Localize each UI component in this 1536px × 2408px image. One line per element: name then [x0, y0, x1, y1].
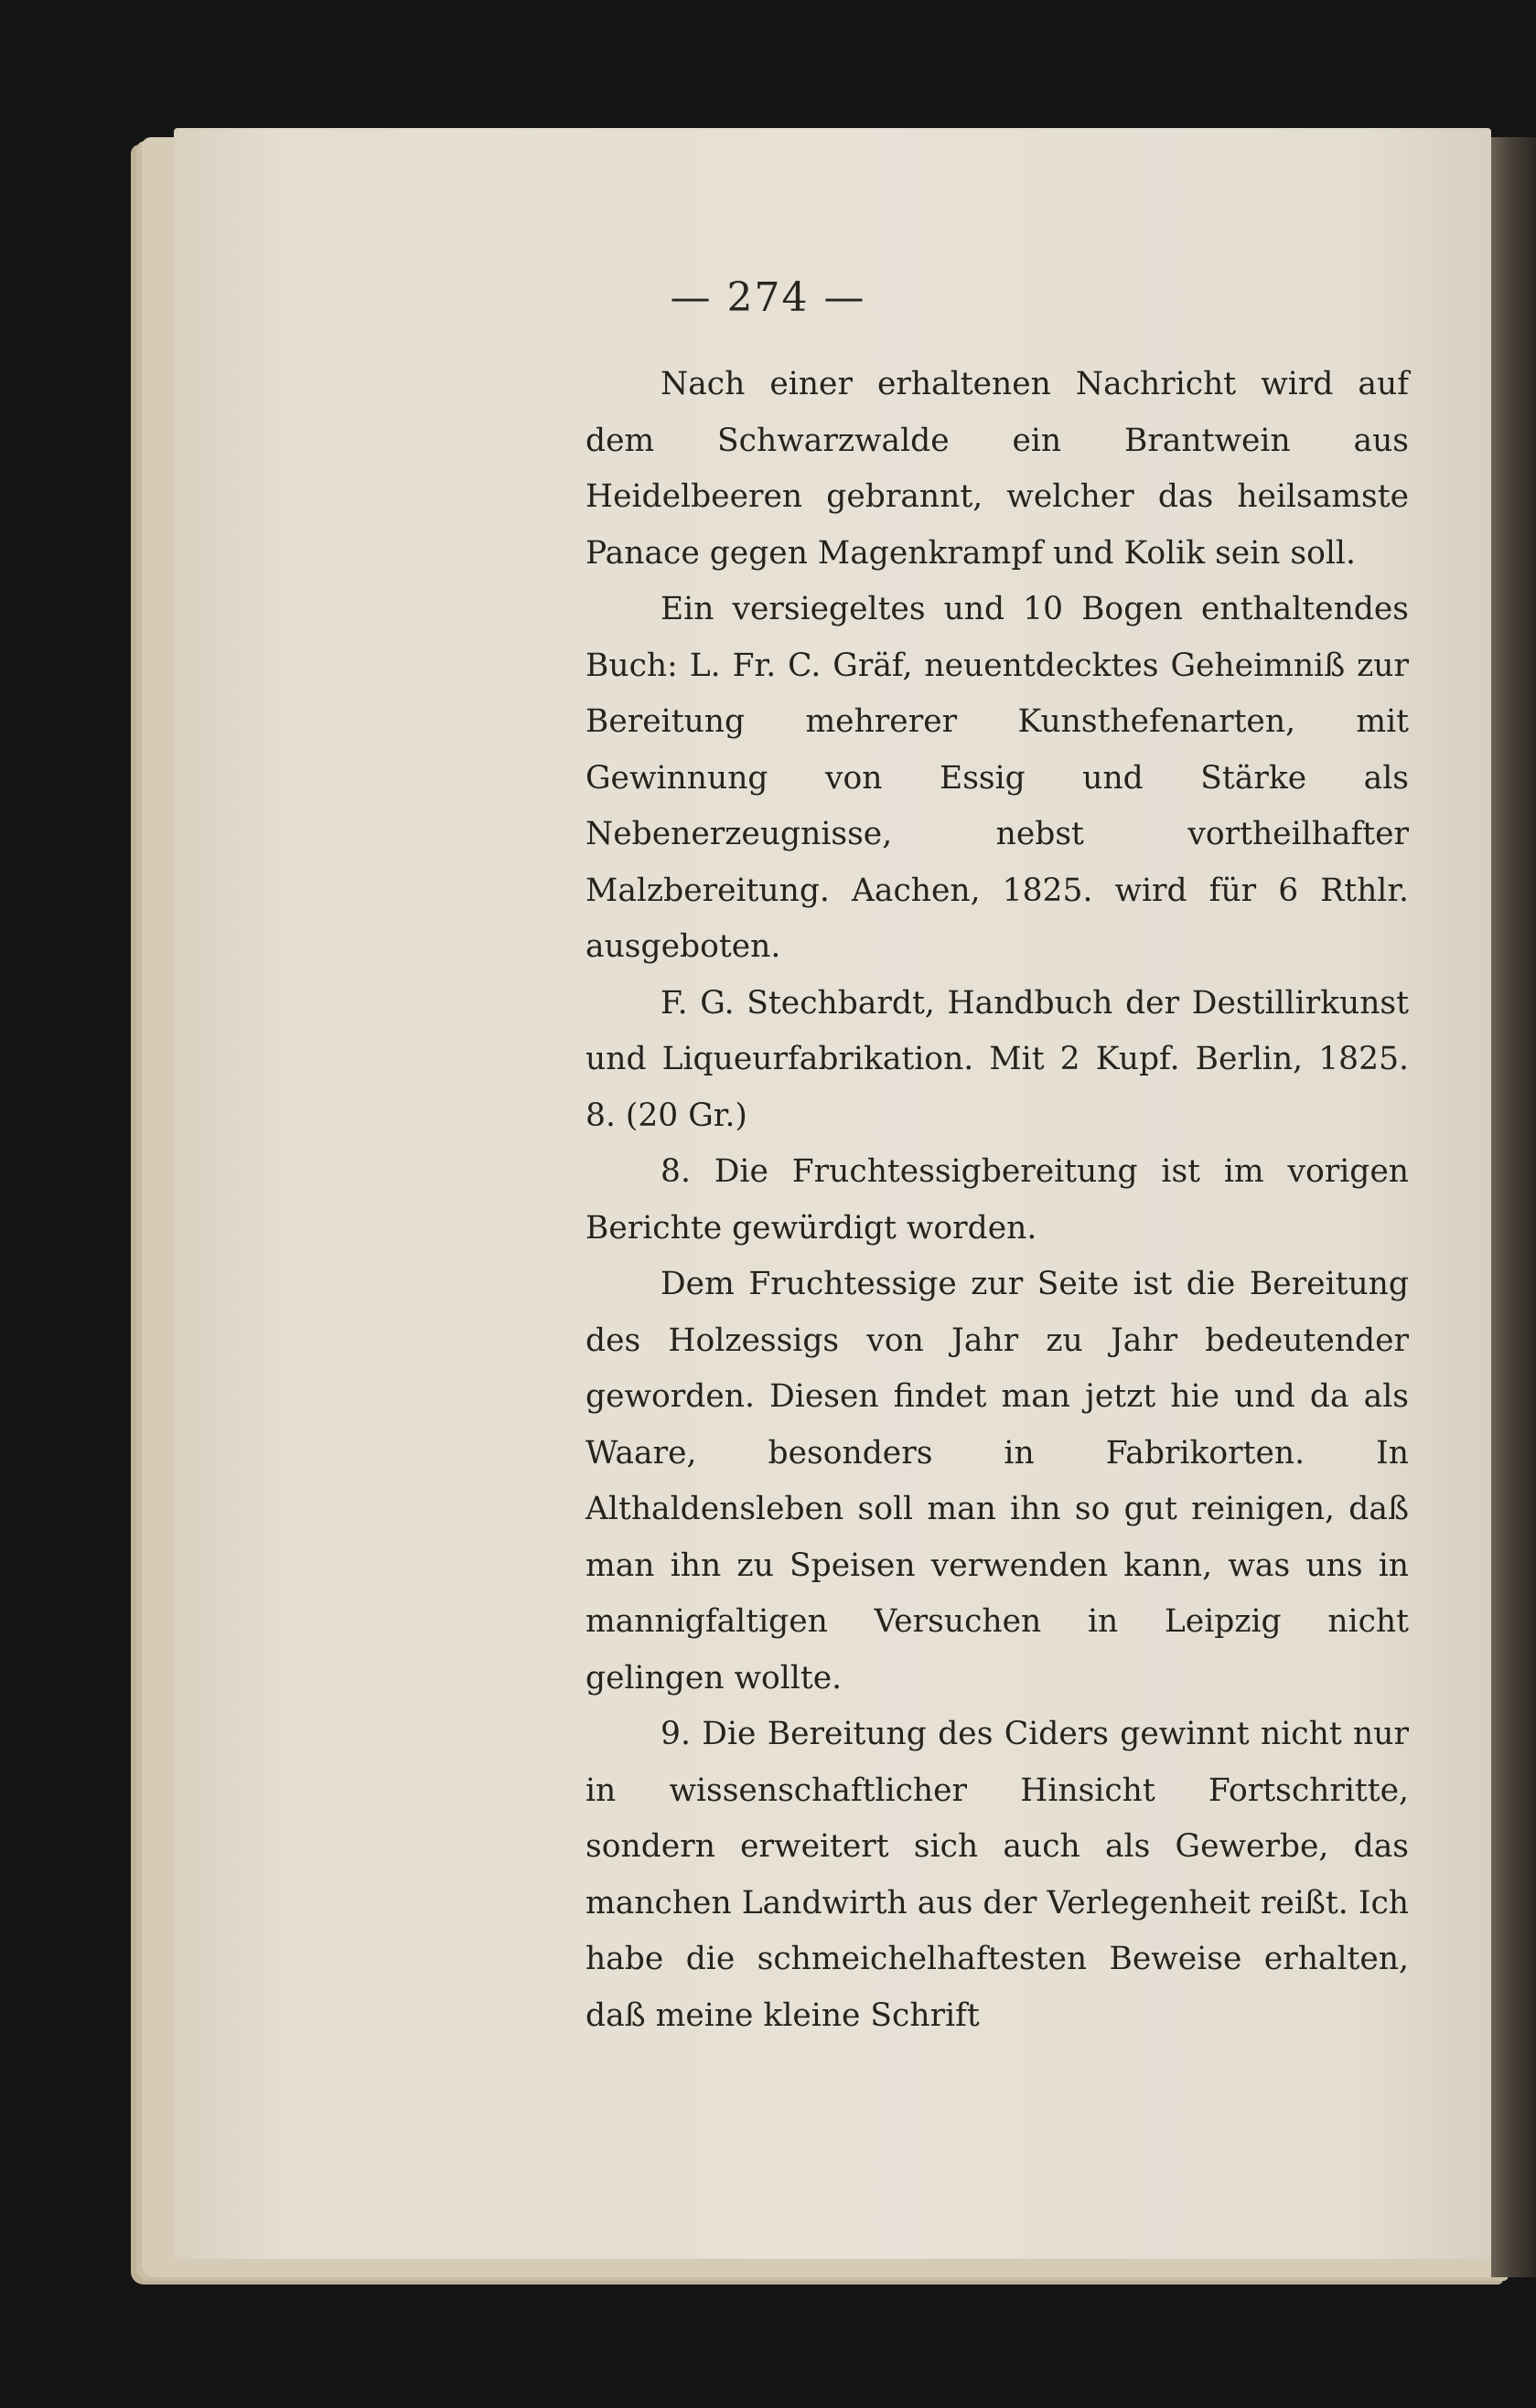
- page-number: — 274 —: [670, 274, 866, 321]
- paragraph-holzessig: Dem Fruchtessige zur Seite ist die Bereitung des Holzessigs von Jahr zu Jahr bedeutender geworden. Diesen findet man jetzt hie und da als Waare, besonders in Fabrikorten. In Althaldensleben soll man ihn so gut reinigen, daß man ihn zu Speisen verwenden kann, was uns in mannigfaltigen Versuchen in Leipzig nicht gelingen wollte.: [585, 1266, 1409, 1696]
- paragraph-graef-book: Ein versiegeltes und 10 Bogen enthaltendes Buch: L. Fr. C. Gräf, neuentdecktes Geheimniß zur Bereitung mehrerer Kunsthefenarten, mit Gewinnung von Essig und Stärke als Nebenerzeugnisse, nebst vortheilhafter Malzbereitung. Aachen, 1825. wird für 6 Rthlr. ausgeboten.: [585, 591, 1409, 965]
- body-text: [585, 357, 1409, 2044]
- paragraph-heidelbeer-brandy: Nach einer erhaltenen Nachricht wird auf dem Schwarzwalde ein Brantwein aus Heidelbeeren gebrannt, welcher das heilsamste Panace gegen Magenkrampf und Kolik sein soll.: [585, 366, 1409, 572]
- page-gutter-shadow: [1491, 137, 1536, 2277]
- paragraph-cider: 9. Die Bereitung des Ciders gewinnt nicht nur in wissenschaftlicher Hinsicht Fortschritte, sondern erweitert sich auch als Gewerbe, das manchen Landwirth aus der Verlegenheit reißt. Ich habe die schmeichelhaftesten Beweise erhalten, daß meine kleine Schrift: [585, 1716, 1409, 2034]
- paragraph-fruchtessig: 8. Die Fruchtessigbereitung ist im vorigen Berichte gewürdigt worden.: [585, 1153, 1409, 1247]
- paragraph-stechbardt-book: F. G. Stechbardt, Handbuch der Destillirkunst und Liqueurfabrikation. Mit 2 Kupf. Berlin, 1825. 8. (20 Gr.): [585, 984, 1409, 1134]
